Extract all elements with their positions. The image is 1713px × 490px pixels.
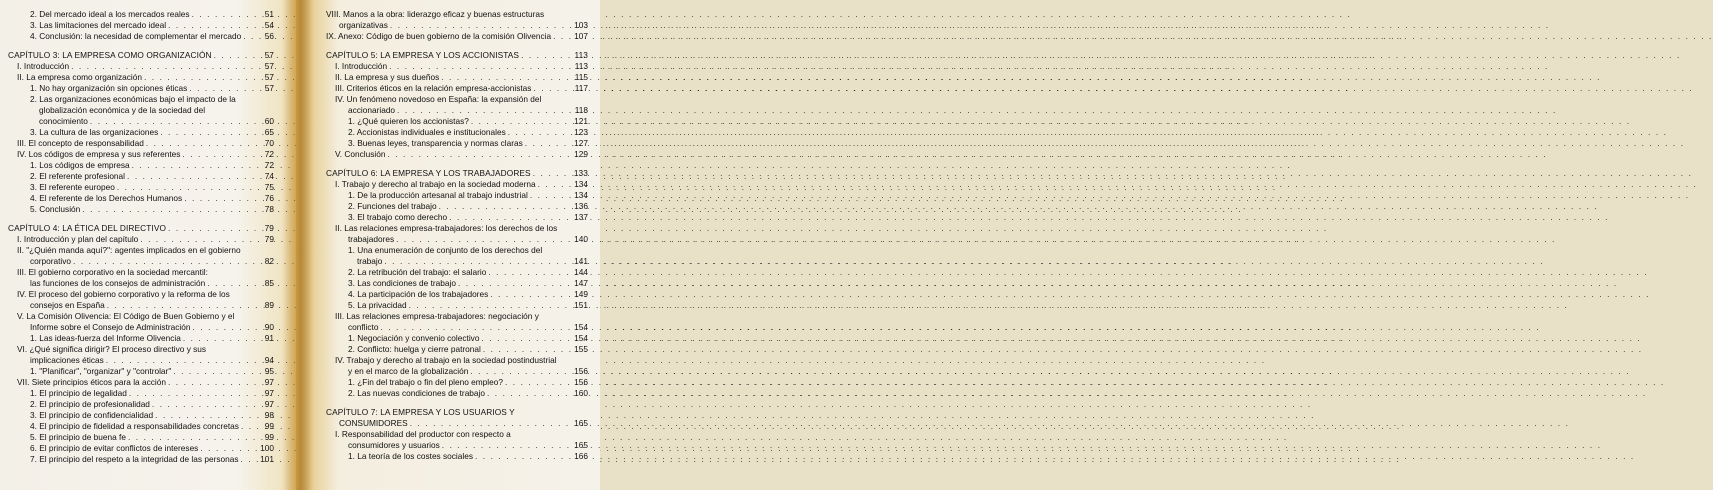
toc-entry: 1. Negociación y convenio colectivo . . . 154 bbox=[326, 333, 588, 344]
toc-entry: trabajadores . . . 140 bbox=[326, 234, 588, 245]
toc-entry: 3. Las limitaciones del mercado ideal . . . 54 bbox=[8, 20, 274, 31]
toc-entry: 3. La cultura de las organizaciones . . . 65 bbox=[8, 127, 274, 138]
chapter-heading: CAPÍTULO 4: LA ÉTICA DEL DIRECTIVO . . . 79 bbox=[8, 223, 274, 234]
toc-entry-line: IV. El proceso del gobierno corporativo y la reforma de los bbox=[17, 289, 230, 299]
toc-entry: III. El concepto de responsabilidad . . . 70 bbox=[8, 138, 274, 149]
toc-entry: 1. ¿Qué quieren los accionistas? . . . 121 bbox=[326, 116, 588, 127]
toc-entry: III. Criterios éticos en la relación empresa-accionistas . . . 117 bbox=[326, 83, 588, 94]
toc-entry: VII. Siete principios éticos para la acción . . . 97 bbox=[8, 377, 274, 388]
toc-entry: 1. La teoría de los costes sociales . . . 166 bbox=[326, 451, 588, 462]
toc-entry: corporativo . . . 82 bbox=[8, 256, 274, 267]
toc-entry-line: V. La Comisión Olivencia: El Código de Buen Gobierno y el bbox=[17, 311, 235, 321]
toc-entry: organizativas . . . 103 bbox=[326, 20, 588, 31]
toc-entry: 2. Accionistas individuales e institucionales . . . 123 bbox=[326, 127, 588, 138]
toc-entry: I. Introducción . . . 57 bbox=[8, 61, 274, 72]
toc-entry: 1. Las ideas-fuerza del Informe Olivencia . . . 91 bbox=[8, 333, 274, 344]
toc-entry: 3. Buenas leyes, transparencia y normas claras . . . 127 bbox=[326, 138, 588, 149]
toc-entry: 1. "Planificar", "organizar" y "controlar" . . . 95 bbox=[8, 366, 274, 377]
toc-entry: 5. El principio de buena fe . . . 99 bbox=[8, 432, 274, 443]
left-toc-column bbox=[8, 9, 274, 465]
toc-entry: 2. Conflicto: huelga y cierre patronal . . . 155 bbox=[326, 344, 588, 355]
toc-entry: 5. Conclusión . . . 78 bbox=[8, 204, 274, 215]
chapter-heading: CAPÍTULO 6: LA EMPRESA Y LOS TRABAJADORES . . . 133 bbox=[326, 168, 588, 179]
toc-entry-line: IV. Trabajo y derecho al trabajo en la sociedad postindustrial bbox=[335, 355, 557, 365]
toc-entry-line: globalización económica y de la sociedad del bbox=[39, 105, 206, 115]
toc-entry: trabajo . . . 141 bbox=[326, 256, 588, 267]
toc-entry: 4. La participación de los trabajadores . . . 149 bbox=[326, 289, 588, 300]
chapter-heading: CAPÍTULO 5: LA EMPRESA Y LOS ACCIONISTAS . . . 113 bbox=[326, 50, 588, 61]
toc-entry: 1. Los códigos de empresa . . . 72 bbox=[8, 160, 274, 171]
chapter-heading: CONSUMIDORES . . . 165 bbox=[326, 418, 588, 429]
book-spread bbox=[0, 0, 600, 490]
toc-entry: 4. El principio de fidelidad a responsabilidades concretas . . . 99 bbox=[8, 421, 274, 432]
toc-entry: 2. La retribución del trabajo: el salario . . . 144 bbox=[326, 267, 588, 278]
right-toc-column bbox=[326, 9, 588, 462]
toc-entry: IX. Anexo: Código de buen gobierno de la comisión Olivencia . . . 107 bbox=[326, 31, 588, 42]
toc-entry: 2. Las nuevas condiciones de trabajo . . . 160 bbox=[326, 388, 588, 399]
toc-entry: 1. No hay organización sin opciones éticas . . . 57 bbox=[8, 83, 274, 94]
toc-entry-line: III. El gobierno corporativo en la sociedad mercantil: bbox=[17, 267, 208, 277]
toc-entry-line: 1. Una enumeración de conjunto de los derechos del bbox=[348, 245, 543, 255]
toc-entry: II. La empresa y sus dueños . . . 115 bbox=[326, 72, 588, 83]
toc-entry: I. Trabajo y derecho al trabajo en la sociedad moderna . . . 134 bbox=[326, 179, 588, 190]
toc-entry-line: 2. Las organizaciones económicas bajo el impacto de la bbox=[30, 94, 236, 104]
toc-entry: 4. Conclusión: la necesidad de complementar el mercado . . . 56 bbox=[8, 31, 274, 42]
toc-entry: 1. ¿Fin del trabajo o fin del pleno empleo? . . . 156 bbox=[326, 377, 588, 388]
toc-entry-line: II. "¿Quién manda aquí?": agentes implicados en el gobierno bbox=[17, 245, 241, 255]
toc-entry-line: I. Responsabilidad del productor con respecto a bbox=[335, 429, 511, 439]
toc-entry: 2. El principio de profesionalidad . . . 97 bbox=[8, 399, 274, 410]
toc-entry: I. Introducción y plan del capítulo . . . 79 bbox=[8, 234, 274, 245]
toc-entry: IV. Los códigos de empresa y sus referentes . . . 72 bbox=[8, 149, 274, 160]
toc-entry: 2. El referente profesional . . . 74 bbox=[8, 171, 274, 182]
toc-entry-line: VIII. Manos a la obra: liderazgo eficaz y buenas estructuras bbox=[326, 9, 545, 19]
toc-entry: accionariado . . . 118 bbox=[326, 105, 588, 116]
toc-entry: 1. El principio de legalidad . . . 97 bbox=[8, 388, 274, 399]
chapter-heading: CAPÍTULO 3: LA EMPRESA COMO ORGANIZACIÓN . . . 57 bbox=[8, 50, 274, 61]
left-page bbox=[0, 0, 296, 490]
toc-entry: conflicto . . . 154 bbox=[326, 322, 588, 333]
toc-entry-line: VI. ¿Qué significa dirigir? El proceso directivo y sus bbox=[17, 344, 207, 354]
toc-entry: conocimiento . . . 60 bbox=[8, 116, 274, 127]
toc-entry: 3. El principio de confidencialidad . . . 98 bbox=[8, 410, 274, 421]
chapter-heading: CAPÍTULO 7: LA EMPRESA Y LOS USUARIOS Y bbox=[326, 407, 515, 417]
toc-entry-line: II. Las relaciones empresa-trabajadores: los derechos de los bbox=[335, 223, 558, 233]
toc-entry: consumidores y usuarios . . . 165 bbox=[326, 440, 588, 451]
toc-entry-line: III. Las relaciones empresa-trabajadores: negociación y bbox=[335, 311, 539, 321]
toc-entry: Informe sobre el Consejo de Administración . . . 90 bbox=[8, 322, 274, 333]
toc-entry: I. Introducción . . . 113 bbox=[326, 61, 588, 72]
toc-entry: 7. El principio del respeto a la integridad de las personas . . . 101 bbox=[8, 454, 274, 465]
toc-entry: 5. La privacidad . . . 151 bbox=[326, 300, 588, 311]
toc-entry: II. La empresa como organización . . . 57 bbox=[8, 72, 274, 83]
toc-entry: 2. Funciones del trabajo . . . 136 bbox=[326, 201, 588, 212]
toc-entry: implicaciones éticas . . . 94 bbox=[8, 355, 274, 366]
toc-entry: V. Conclusión . . . 129 bbox=[326, 149, 588, 160]
toc-entry: 3. Las condiciones de trabajo . . . 147 bbox=[326, 278, 588, 289]
toc-entry: 1. De la producción artesanal al trabajo industrial . . . 134 bbox=[326, 190, 588, 201]
toc-entry: 6. El principio de evitar conflictos de intereses . . . 100 bbox=[8, 443, 274, 454]
toc-entry: 2. Del mercado ideal a los mercados reales . . . 51 bbox=[8, 9, 274, 20]
right-page bbox=[296, 0, 600, 490]
toc-entry: consejos en España . . . 89 bbox=[8, 300, 274, 311]
toc-entry: las funciones de los consejos de administración . . . 85 bbox=[8, 278, 274, 289]
toc-entry: y en el marco de la globalización . . . 156 bbox=[326, 366, 588, 377]
toc-entry: 3. El referente europeo . . . 75 bbox=[8, 182, 274, 193]
toc-entry: 4. El referente de los Derechos Humanos . . . 76 bbox=[8, 193, 274, 204]
toc-entry: 3. El trabajo como derecho . . . 137 bbox=[326, 212, 588, 223]
toc-entry-line: IV. Un fenómeno novedoso en España: la expansión del bbox=[335, 94, 542, 104]
